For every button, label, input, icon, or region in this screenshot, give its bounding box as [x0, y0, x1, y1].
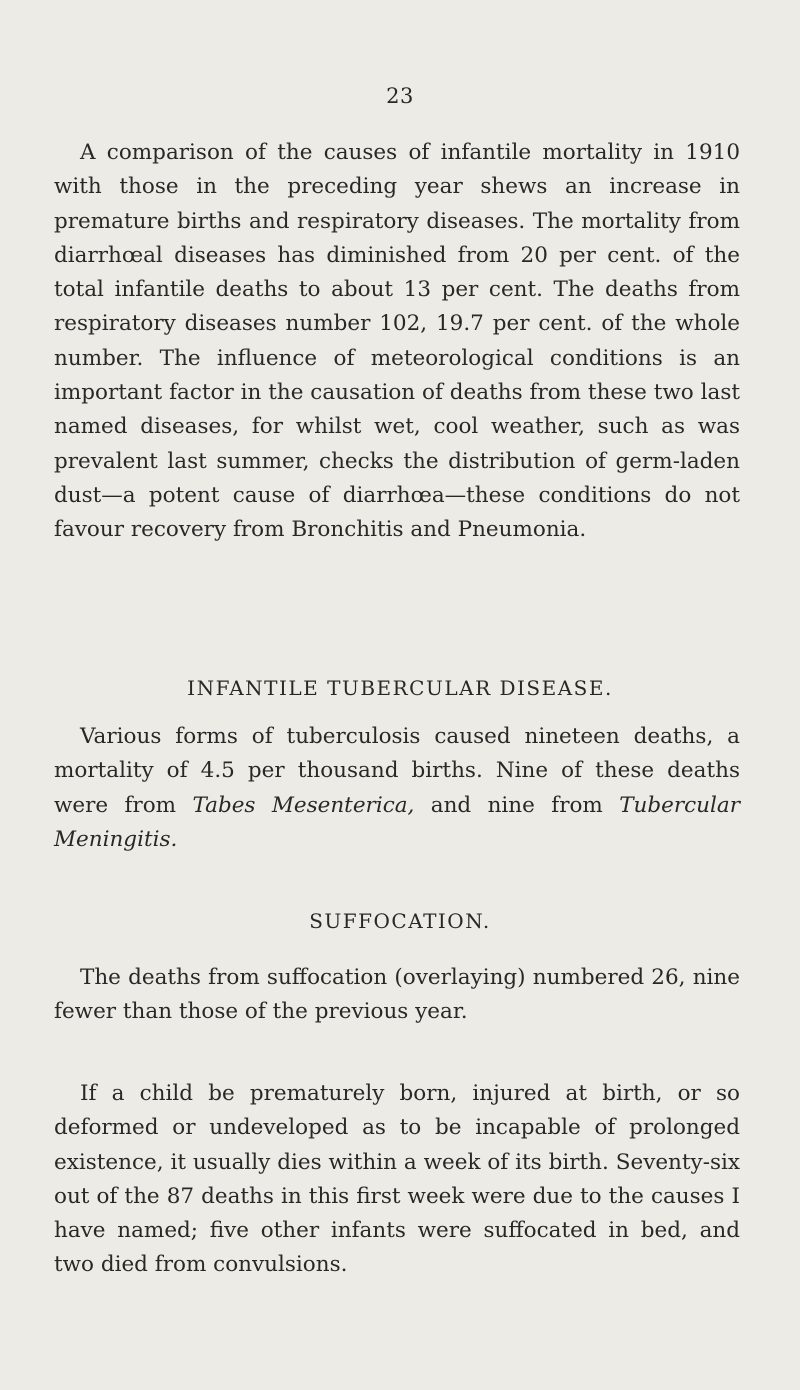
tubercular-section	[54, 720, 740, 857]
suffocation-section-1	[54, 961, 740, 1030]
tubercular-meningitis-term: Tubercular Meningitis.	[54, 792, 740, 852]
tubercular-heading: INFANTILE TUBERCULAR DISEASE.	[187, 676, 613, 700]
suffocation-paragraph-2: If a child be prematurely born, injured at birth, or so deformed or undeveloped as to be incapable of prolonged existence, it usually dies within a week of its birth. Seventy-six out of the 87 deaths in this first week were due to the causes I have named; five other infants were suffocated in bed, and two died from convulsions.	[54, 1081, 740, 1278]
suffocation-section-2	[54, 1077, 740, 1283]
tubercular-paragraph	[54, 720, 740, 857]
suffocation-paragraph-1: The deaths from suffocation (overlaying) numbered 26, nine fewer than those of the previous year.	[54, 965, 740, 1025]
tabes-mesenterica-term: Tabes Mesenterica,	[192, 792, 415, 818]
intro-section	[54, 136, 740, 548]
tubercular-text-before: Various forms of tuberculosis caused nineteen deaths, a mortality of 4.5 per thousand births. Nine of these deaths were from	[54, 724, 740, 818]
tubercular-text-middle: and nine from	[414, 792, 620, 818]
page-number: 23	[386, 84, 414, 108]
intro-paragraph: A comparison of the causes of infantile mortality in 1910 with those in the preceding year shews an increase in premature births and respiratory diseases. The mortality from diarrhœal diseases has diminished from 20 per cent. of the total infantile deaths to about 13 per cent. The deaths from respiratory diseases number 102, 19.7 per cent. of the whole number. The influence of meteorological conditions is an important factor in the causation of deaths from these two last named diseases, for whilst wet, cool weather, such as was prevalent last summer, checks the distribution of germ-laden dust—a potent cause of diarrhœa—these conditions do not favour recovery from Bronchitis and Pneumonia.	[54, 140, 740, 543]
suffocation-heading: SUFFOCATION.	[309, 909, 491, 933]
